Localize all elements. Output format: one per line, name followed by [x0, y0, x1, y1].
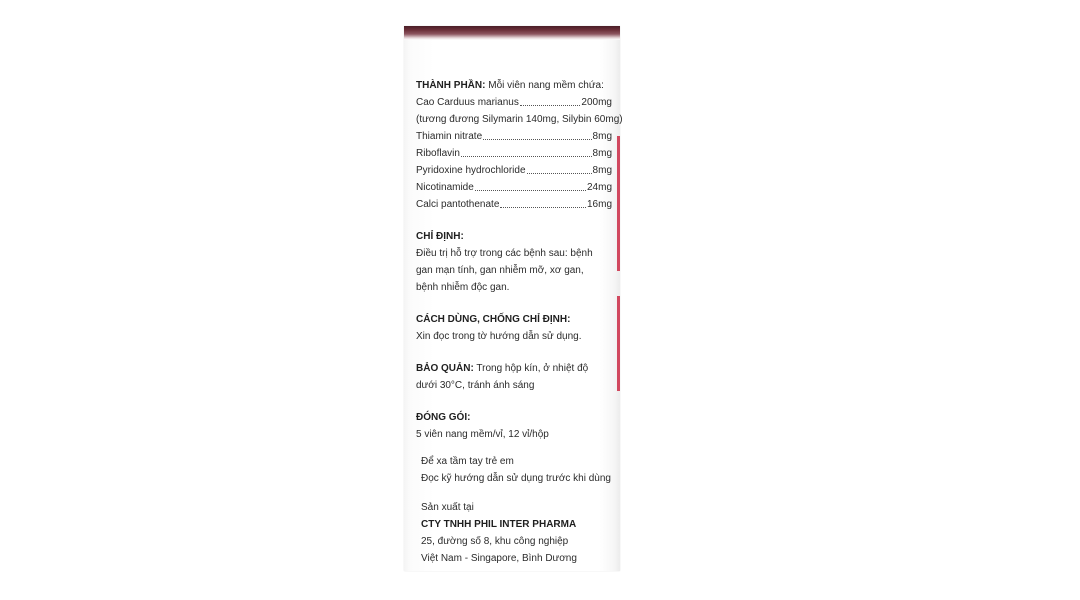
- red-side-strip-lower: [617, 296, 620, 391]
- ingredient-name: Calci pantothenate: [416, 199, 500, 210]
- ingredient-name: Riboflavin: [416, 148, 460, 159]
- indications-line: bệnh nhiễm độc gan.: [416, 282, 510, 293]
- usage-heading: CÁCH DÙNG, CHỐNG CHỈ ĐỊNH:: [416, 314, 571, 325]
- dot-leader: [527, 173, 592, 174]
- indications-line: gan mạn tính, gan nhiễm mỡ, xơ gan,: [416, 265, 584, 276]
- ingredient-row: [416, 179, 612, 196]
- ingredient-note: (tương đương Silymarin 140mg, Silybin 60mg): [416, 114, 623, 125]
- ingredient-row: [416, 94, 612, 111]
- manufacturer-company: CTY TNHH PHIL INTER PHARMA: [421, 519, 577, 530]
- indications-heading: CHỈ ĐỊNH:: [416, 231, 464, 242]
- packaging-text: 5 viên nang mềm/vỉ, 12 vỉ/hộp: [416, 429, 549, 440]
- dot-leader: [483, 139, 591, 140]
- ingredient-amount: 200mg: [581, 97, 612, 108]
- spacer: [416, 345, 612, 360]
- spacer: [416, 296, 612, 311]
- dot-leader: [461, 156, 592, 157]
- storage-line: dưới 30°C, tránh ánh sáng: [416, 380, 535, 391]
- ingredient-row: [416, 145, 612, 162]
- ingredient-name: Cao Carduus marianus: [416, 97, 519, 108]
- ingredient-row: [416, 128, 612, 145]
- ingredient-amount: 24mg: [586, 182, 612, 193]
- storage-text: Trong hộp kín, ở nhiệt độ: [476, 363, 589, 374]
- dot-leader: [520, 105, 581, 106]
- red-side-strip-upper: [617, 136, 620, 271]
- packaging-heading: ĐÓNG GÓI:: [416, 412, 471, 423]
- warning-line: Đọc kỹ hướng dẫn sử dụng trước khi dùng: [421, 473, 611, 484]
- ingredient-row: [416, 162, 612, 179]
- dot-leader: [475, 190, 586, 191]
- ingredient-row: [416, 196, 612, 213]
- storage-heading: BẢO QUẢN:: [416, 363, 474, 374]
- spacer: [416, 394, 612, 409]
- warning-line: Để xa tầm tay trẻ em: [421, 456, 514, 467]
- manufacturer-label: Sản xuất tại: [421, 502, 474, 513]
- indications-line: Điều trị hỗ trợ trong các bệnh sau: bệnh: [416, 248, 593, 259]
- manufacturer-address: Việt Nam - Singapore, Bình Dương: [421, 553, 577, 564]
- ingredient-name: Nicotinamide: [416, 182, 474, 193]
- dot-leader: [500, 207, 586, 208]
- spacer: [416, 213, 612, 228]
- box-top-edge: [404, 26, 620, 40]
- storage-line: [416, 360, 612, 377]
- ingredient-amount: 8mg: [592, 165, 612, 176]
- ingredient-amount: 8mg: [592, 148, 612, 159]
- ingredient-name: Thiamin nitrate: [416, 131, 483, 142]
- label-panel: [416, 77, 623, 567]
- ingredients-header: [416, 77, 612, 94]
- ingredient-amount: 8mg: [592, 131, 612, 142]
- ingredient-amount: 16mg: [586, 199, 612, 210]
- medicine-box-side: [404, 26, 623, 571]
- ingredients-intro: Mỗi viên nang mềm chứa:: [488, 80, 604, 91]
- ingredient-name: Pyridoxine hydrochloride: [416, 165, 526, 176]
- spacer: [416, 443, 612, 453]
- ingredients-heading: THÀNH PHẦN:: [416, 80, 486, 91]
- spacer: [416, 487, 612, 499]
- usage-text: Xin đọc trong tờ hướng dẫn sử dụng.: [416, 331, 582, 342]
- manufacturer-address: 25, đường số 8, khu công nghiệp: [421, 536, 569, 547]
